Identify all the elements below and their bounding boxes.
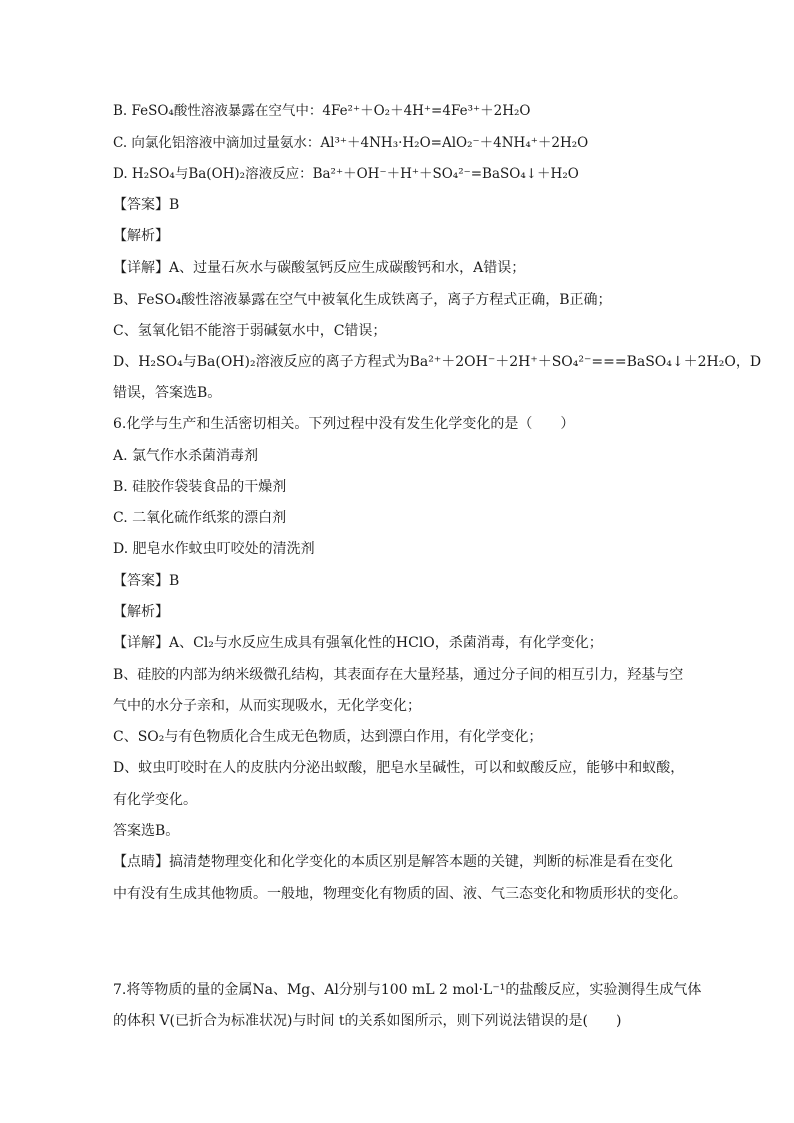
- q6-answer: 【答案】B: [113, 573, 180, 589]
- q5-detail-d-line1: D、H₂SO₄与Ba(OH)₂溶液反应的离子方程式为Ba²⁺＋2OH⁻＋2H⁺＋SO₄²⁻===BaSO₄↓＋2H₂O，D: [113, 354, 762, 370]
- q6-conclusion: 答案选B。: [113, 823, 180, 839]
- q7-stem-line2: 的体积 V(已折合为标准状况)与时间 t的关系如图所示，则下列说法错误的是( ): [113, 1013, 622, 1029]
- q6-point-line2: 中有没有生成其他物质。一般地，物理变化有物质的固、液、气三态变化和物质形状的变化。: [113, 886, 687, 902]
- q6-detail-c: C、SO₂与有色物质化合生成无色物质，达到漂白作用，有化学变化；: [113, 729, 543, 745]
- q6-option-c: C. 二氧化硫作纸浆的漂白剂: [113, 510, 287, 526]
- q5-option-d: D. H₂SO₄与Ba(OH)₂溶液反应：Ba²⁺＋OH⁻＋H⁺＋SO₄²⁻=BaSO₄↓＋H₂O: [113, 166, 579, 182]
- q6-option-b: B. 硅胶作袋装食品的干燥剂: [113, 479, 287, 495]
- q5-analysis-heading: 【解析】: [113, 228, 169, 244]
- q6-detail-b-line2: 气中的水分子亲和，从而实现吸水，无化学变化；: [113, 698, 421, 714]
- q6-detail-b-line1: B、硅胶的内部为纳米级微孔结构，其表面存在大量羟基，通过分子间的相互引力，羟基与空: [113, 667, 684, 683]
- q6-detail-a: 【详解】A、Cl₂与水反应生成具有强氧化性的HClO，杀菌消毒，有化学变化；: [113, 635, 603, 651]
- q7-stem-line1: 7.将等物质的量的金属Na、Mg、Al分别与100 mL 2 mol·L⁻¹的盐酸反应，实验测得生成气体: [113, 982, 702, 998]
- q5-detail-b: B、FeSO₄酸性溶液暴露在空气中被氧化生成铁离子，离子方程式正确，B正确；: [113, 292, 612, 308]
- q6-detail-d-line2: 有化学变化。: [113, 792, 197, 808]
- q5-detail-d-line2: 错误，答案选B。: [113, 385, 222, 401]
- q5-answer: 【答案】B: [113, 197, 180, 213]
- q6-option-a: A. 氯气作水杀菌消毒剂: [113, 448, 259, 464]
- q5-detail-a: 【详解】A、过量石灰水与碳酸氢钙反应生成碳酸钙和水，A错误；: [113, 260, 526, 276]
- q5-option-c: C. 向氯化铝溶液中滴加过量氨水：Al³⁺＋4NH₃·H₂O=AlO₂⁻＋4NH₄⁺＋2H₂O: [113, 135, 589, 151]
- q6-option-d: D. 肥皂水作蚊虫叮咬处的清洗剂: [113, 541, 315, 557]
- q5-detail-c: C、氢氧化铝不能溶于弱碱氨水中，C错误；: [113, 323, 387, 339]
- q6-point-line1: 【点睛】搞清楚物理变化和化学变化的本质区别是解答本题的关键，判断的标准是看在变化: [113, 854, 673, 870]
- q6-stem: 6.化学与生产和生活密切相关。下列过程中没有发生化学变化的是（ ）: [113, 416, 575, 432]
- q5-option-b: B. FeSO₄酸性溶液暴露在空气中：4Fe²⁺＋O₂＋4H⁺=4Fe³⁺＋2H₂O: [113, 103, 531, 119]
- q6-analysis-heading: 【解析】: [113, 604, 169, 620]
- q6-detail-d-line1: D、蚊虫叮咬时在人的皮肤内分泌出蚁酸，肥皂水呈碱性，可以和蚁酸反应，能够中和蚁酸，: [113, 760, 685, 776]
